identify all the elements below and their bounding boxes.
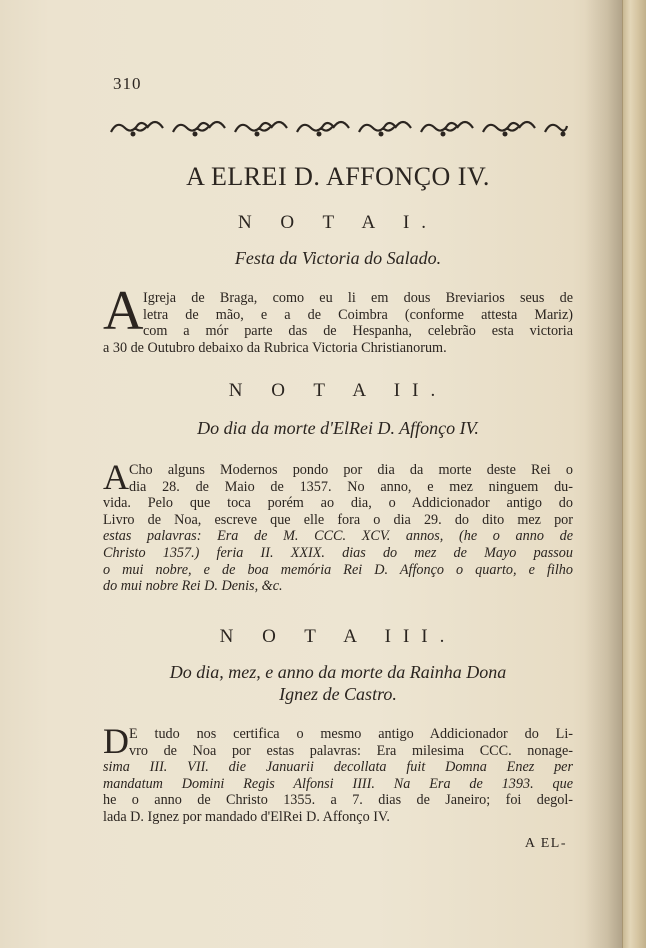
page-edge — [622, 0, 646, 948]
text-line: vida. Pelo que toca porém ao dia, o Addicionador antigo do — [103, 495, 573, 512]
text-line: Cho alguns Modernos pondo por dia da morte deste Rei o — [129, 462, 573, 478]
note-2-drop-cap: A — [103, 457, 129, 497]
note-1-subtitle: Festa da Victoria do Salado. — [234, 248, 442, 268]
note-2-title: N O T A II. — [228, 380, 448, 401]
note-1-drop-cap: A — [103, 280, 144, 342]
catchword: A EL- — [524, 836, 567, 851]
note-3-subtitle-line1: Do dia, mez, e anno da morte da Rainha Dona — [169, 662, 507, 682]
text-line: vro de Noa por estas palavras: Era milesima CCC. nonage- — [129, 742, 573, 759]
note-1-text — [103, 290, 573, 356]
note-2-subtitle: Do dia da morte d'ElRei D. Affonço IV. — [197, 418, 479, 438]
text-line: lada D. Ignez por mandado d'ElRei D. Affonço IV. — [103, 808, 390, 825]
page-number: 310 — [113, 74, 142, 93]
text-line: com a mór parte das de Hespanha, celebrão esta victoria — [143, 323, 573, 340]
note-1-title: N O T A I. — [237, 212, 439, 233]
text-line: Christo 1357.) feria II. XXIX. dias do mez de Mayo passou — [103, 544, 573, 561]
text-line: o mui nobre, e de boa memória Rei D. Affonço o quarto, e filho — [103, 561, 573, 578]
spine-shadow — [585, 0, 622, 948]
chapter-title: A ELREI D. AFFONÇO IV. — [186, 162, 490, 191]
text-line: he o anno de Christo 1355. a 7. dias de Janeiro; foi degol- — [103, 792, 573, 809]
ornament-band — [103, 114, 573, 144]
text-line: estas palavras: Era de M. CCC. XCV. annos, (he o anno de — [103, 528, 573, 545]
text-line: do mui nobre Rei D. Denis, &c. — [103, 578, 283, 595]
note-3-subtitle-line2: Ignez de Castro. — [279, 684, 397, 704]
text-line: a 30 de Outubro debaixo da Rubrica Victoria Christianorum. — [103, 339, 447, 356]
text-line: Livro de Noa, escreve que elle fora o dia 29. do dito mez por — [103, 511, 573, 528]
note-2-text — [103, 457, 573, 595]
text-line: Igreja de Braga, como eu li em dous Breviarios seus de — [143, 290, 573, 306]
text-line: letra de mão, e a de Coimbra (conforme attesta Mariz) — [143, 306, 573, 323]
note-3-text — [103, 721, 573, 826]
text-line: dia 28. de Maio de 1357. No anno, e mez ninguem du- — [129, 478, 573, 495]
text-line: mandatum Domini Regis Alfonsi IIII. Na Era de 1393. que — [103, 775, 573, 792]
text-line: sima III. VII. die Januarii decollata fuit Domna Enez per — [103, 759, 573, 776]
note-3-title: N O T A III. — [219, 626, 457, 647]
note-3-drop-cap: D — [103, 721, 129, 761]
text-line: E tudo nos certifica o mesmo antigo Addicionador do Li- — [129, 726, 573, 742]
